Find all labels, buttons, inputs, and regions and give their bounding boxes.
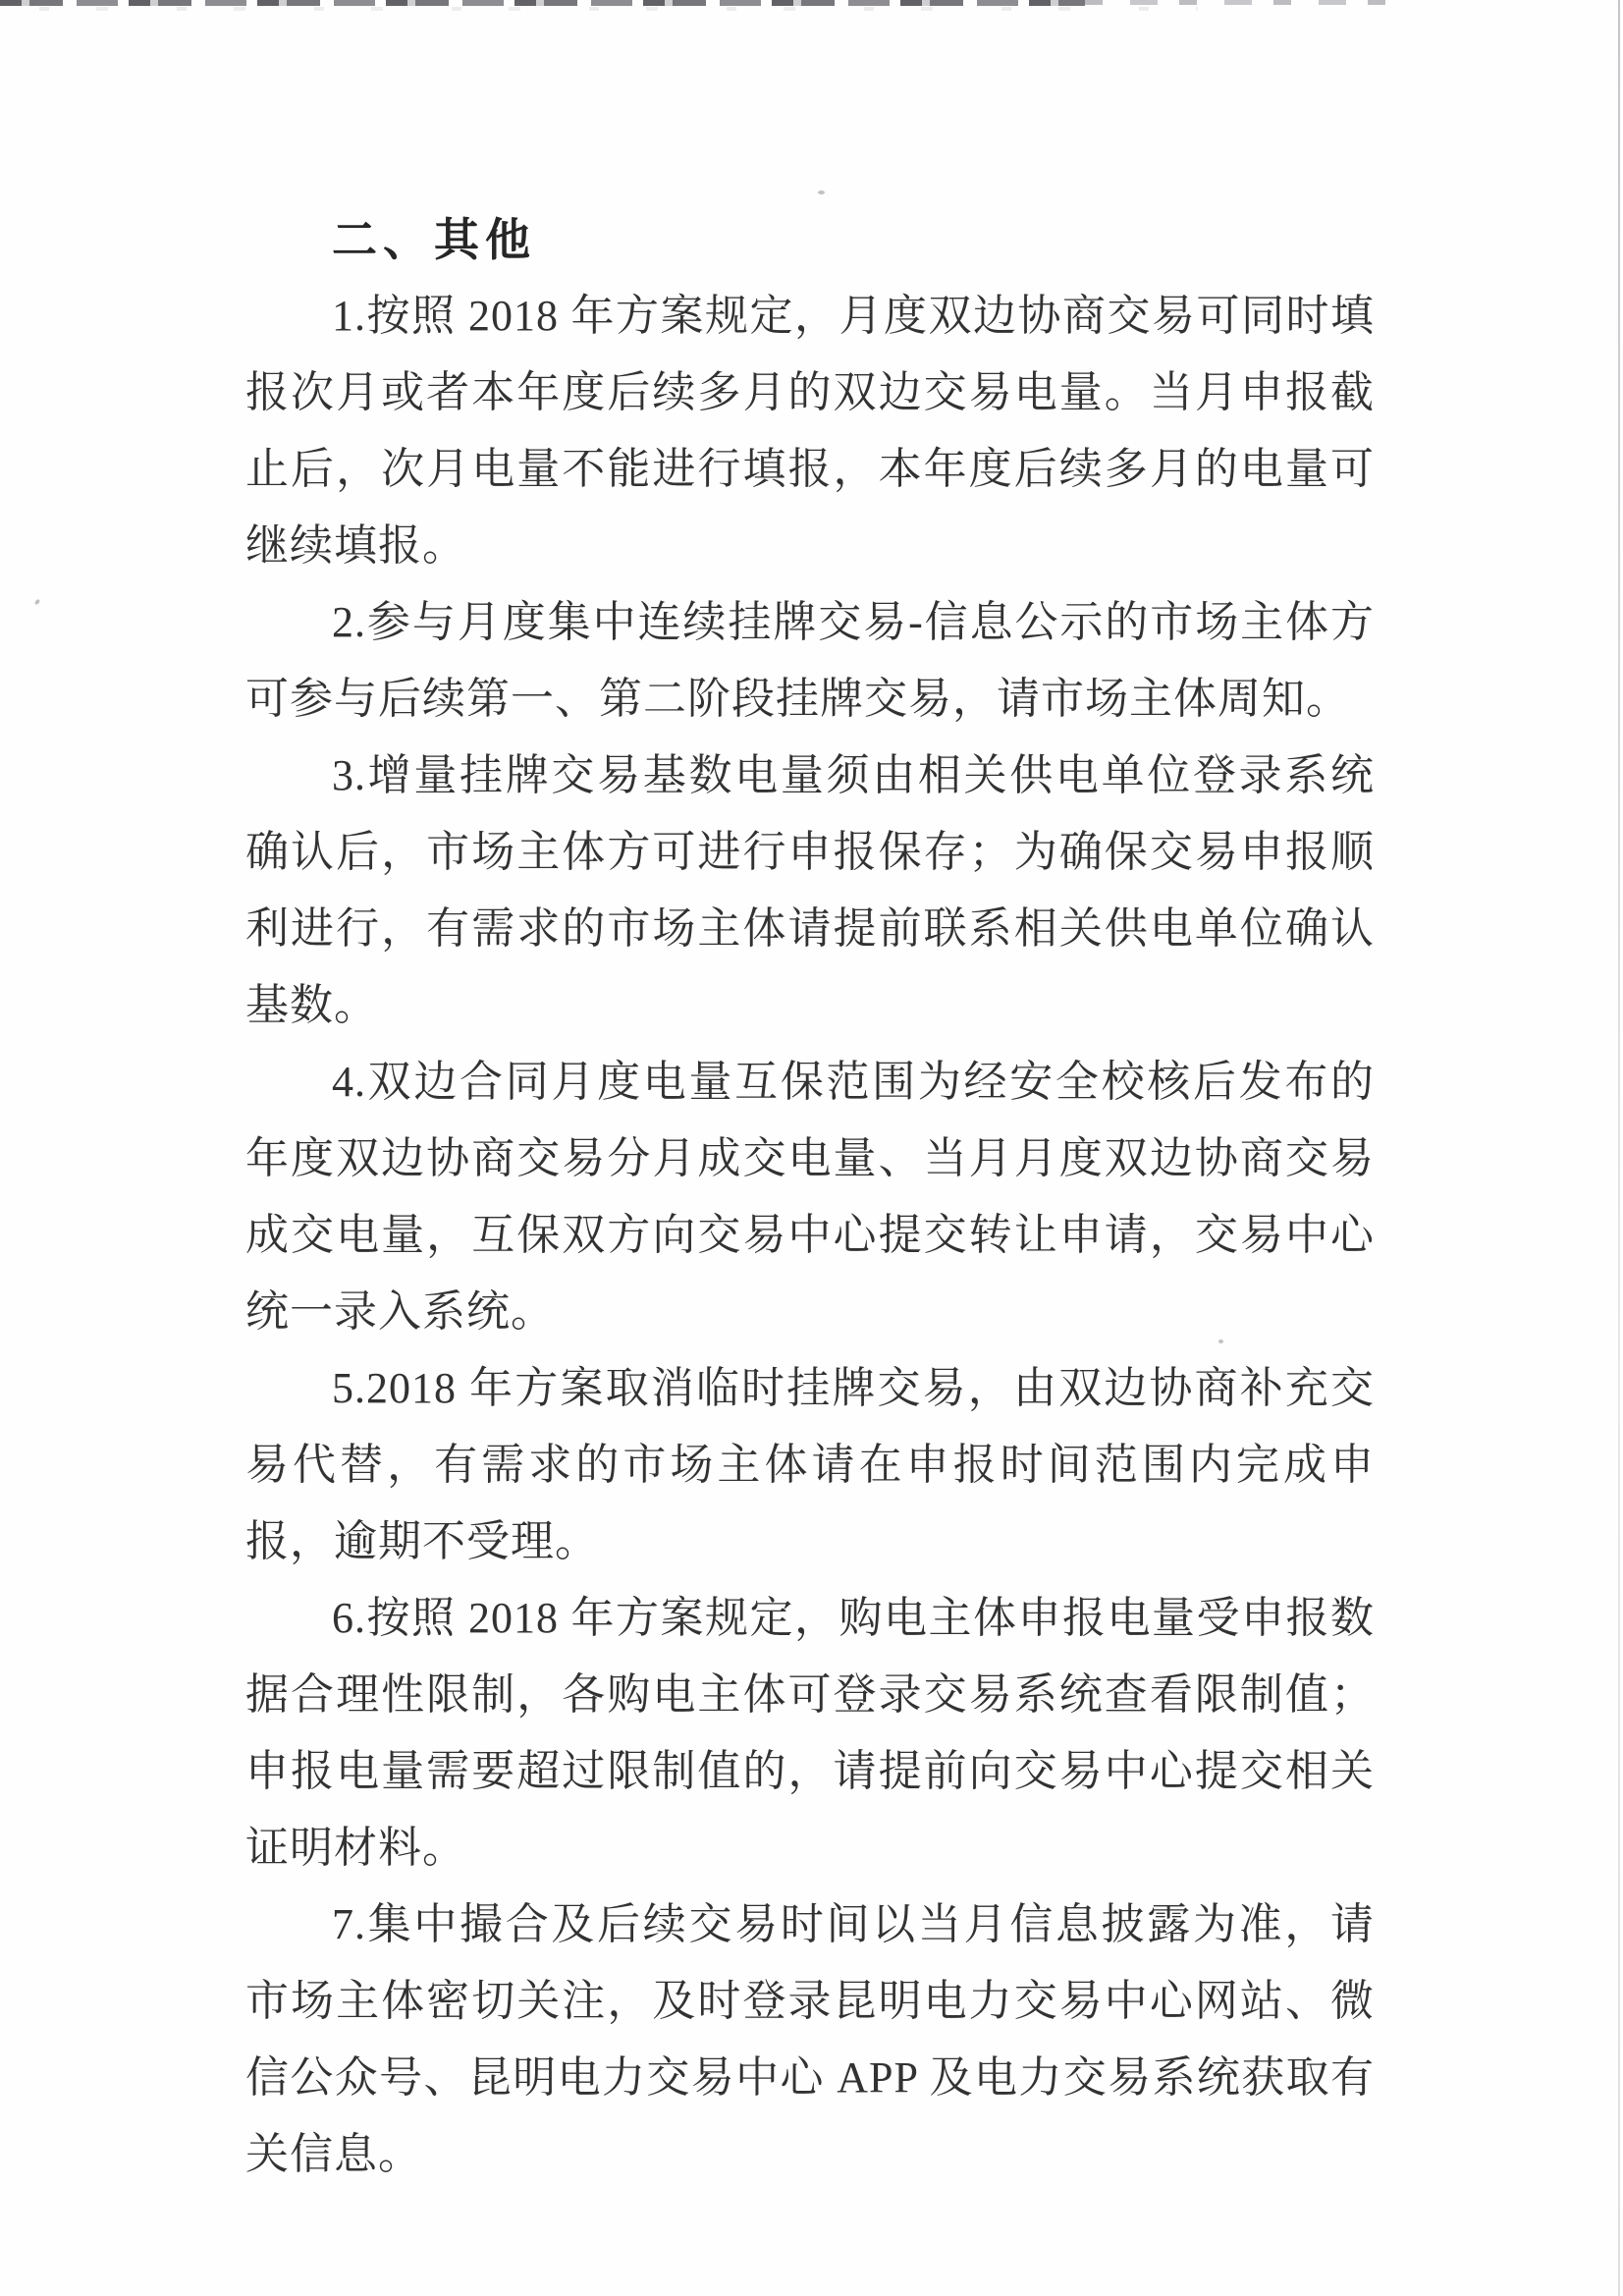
paragraph: 1.按照 2018 年方案规定，月度双边协商交易可同时填报次月或者本年度后续多月的双边交易电量。当月申报截止后，次月电量不能进行填报，本年度后续多月的电量可继续填报。 — [245, 292, 1375, 570]
section-heading: 二、其他 — [332, 214, 536, 265]
paragraph: 5.2018 年方案取消临时挂牌交易，由双边协商补充交易代替，有需求的市场主体请在申报时间范围内完成申报，逾期不受理。 — [245, 1364, 1375, 1565]
scan-artifact-top-strip-faint — [1085, 0, 1389, 5]
paragraph: 6.按照 2018 年方案规定，购电主体申报电量受申报数据合理性限制，各购电主体可登录交易系统查看限制值；申报电量需要超过限制值的，请提前向交易中心提交相关证明材料。 — [245, 1594, 1375, 1872]
paragraph: 7.集中撮合及后续交易时间以当月信息披露为准，请市场主体密切关注，及时登录昆明电力交易中心网站、微信公众号、昆明电力交易中心 APP 及电力交易系统获取有关信息。 — [245, 1900, 1375, 2178]
paragraph: 3.增量挂牌交易基数电量须由相关供电单位登录系统确认后，市场主体方可进行申报保存；为确保交易申报顺利进行，有需求的市场主体请提前联系相关供电单位确认基数。 — [245, 751, 1375, 1029]
scan-artifact-page-edge-line — [1618, 0, 1620, 2296]
scan-artifact-top-substrip — [39, 7, 1198, 11]
document-body — [245, 201, 1375, 2193]
scan-speck — [34, 598, 41, 605]
scan-artifact-top-strip — [0, 0, 1085, 6]
scan-speck — [818, 191, 825, 194]
paragraph: 4.双边合同月度电量互保范围为经安全校核后发布的年度双边协商交易分月成交电量、当月月度双边协商交易成交电量，互保双方向交易中心提交转让申请，交易中心统一录入系统。 — [245, 1058, 1375, 1336]
paragraph: 2.参与月度集中连续挂牌交易-信息公示的市场主体方可参与后续第一、第二阶段挂牌交易，请市场主体周知。 — [245, 598, 1375, 723]
